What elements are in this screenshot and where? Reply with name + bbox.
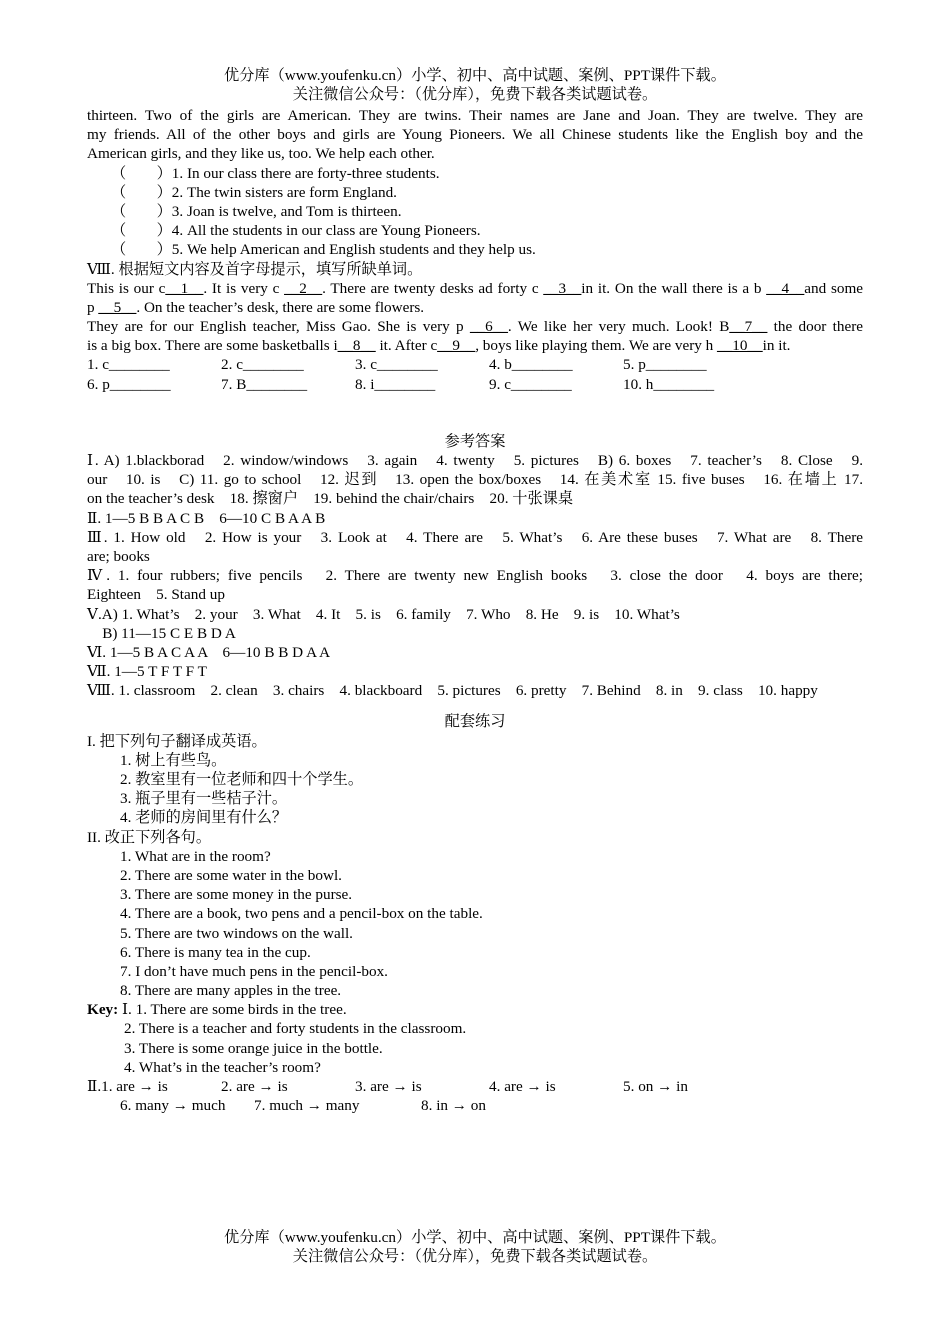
answer-line: Ⅶ. 1—5 T F T F T <box>87 663 207 681</box>
header-line-2: 关注微信公众号：（优分库），免费下载各类试题试卷。 <box>292 86 658 103</box>
key2-item: 2. are → is <box>221 1078 288 1095</box>
answer-line: Ⅳ. 1. four rubbers; five pencils 2. There are twenty new English books 3. close the door 4. boys are there; <box>87 567 863 585</box>
answer-blank: 3. c________ <box>355 356 438 374</box>
blank: __7__ <box>729 318 768 336</box>
footer-line-1: 优分库（www.youfenku.cn）小学、初中、高中试题、案例、PPT课件下载。 <box>224 1229 726 1246</box>
answer-line: Ⅱ. 1—5 B B A C B 6—10 C B A A B <box>87 509 326 527</box>
key2-item: 6. many → much <box>120 1097 226 1115</box>
practice-item: 2. 教室里有一位老师和四十个学生。 <box>120 771 363 788</box>
page-footer <box>0 1228 950 1266</box>
practice-title: 配套练习 <box>444 713 506 731</box>
key2-item: 7. much → many <box>254 1097 360 1115</box>
section-8-title: Ⅷ. 根据短文内容及首字母提示，填写所缺单词。 <box>87 260 423 278</box>
practice-item: 4. There are a book, two pens and a pencil-box on the table. <box>120 905 483 923</box>
page-header <box>0 66 950 104</box>
practice-section-1-title: I. 把下列句子翻译成英语。 <box>87 732 267 750</box>
answer-blank: 10. h________ <box>623 375 715 393</box>
blank: __2__ <box>284 279 323 297</box>
answer-line: our 10. is C) 11. go to school 12. 迟到 13. open the box/boxes 14. 在美术室 15. five buses 16. 在墙上 17. <box>87 471 863 489</box>
blank: __4__ <box>766 279 805 297</box>
answer-blank: 5. p________ <box>623 356 707 374</box>
answer-line: Ⅲ. 1. How old 2. How is your 3. Look at 4. There are 5. What’s 6. Are these buses 7. What are 8. There <box>87 528 863 546</box>
answer-blanks-row <box>87 375 863 394</box>
cloze-line: This is our c__1__. It is very c __2__. There are twenty desks ad forty c __3__in it. On the wall there is a b __4__and some <box>87 279 863 297</box>
footer-line-2: 关注微信公众号：（优分库），免费下载各类试题试卷。 <box>292 1248 658 1265</box>
key-line: Key: Ⅰ. 1. There are some birds in the tree. <box>87 1001 347 1019</box>
key2-item: 8. in → on <box>421 1097 486 1115</box>
passage-line: American girls, and they like us, too. We help each other. <box>87 145 435 163</box>
key2-item: 5. on → in <box>623 1078 688 1095</box>
practice-item: 1. What are in the room? <box>120 847 271 865</box>
practice-item: 7. I don’t have much pens in the pencil-box. <box>120 962 388 980</box>
answer-line: on the teacher’s desk 18. 擦窗户 19. behind the chair/chairs 20. 十张课桌 <box>87 490 574 508</box>
practice-item: 5. There are two windows on the wall. <box>120 924 353 942</box>
practice-item: 6. There is many tea in the cup. <box>120 943 311 961</box>
answers-title: 参考答案 <box>444 432 506 450</box>
passage-line: thirteen. Two of the girls are American. They are twins. Their names are Jane and Joan. They are twelve. They are <box>87 107 863 124</box>
blank: __1__ <box>165 279 204 297</box>
practice-section-2-title: II. 改正下列各句。 <box>87 828 212 846</box>
key-item: 3. There is some orange juice in the bottle. <box>124 1039 383 1057</box>
blank: __6__ <box>469 318 508 336</box>
key2-item: 3. are → is <box>355 1078 422 1095</box>
document-body <box>87 106 863 1115</box>
tf-item: （ ）4. All the students in our class are Young Pioneers. <box>111 222 481 240</box>
key-item: 2. There is a teacher and forty students in the classroom. <box>124 1020 467 1038</box>
practice-item: 3. 瓶子里有一些桔子汁。 <box>120 790 288 808</box>
tf-item: （ ）5. We help American and English students and they help us. <box>111 241 536 259</box>
key2-item: Ⅱ.1. are → is <box>87 1078 168 1095</box>
cloze-line: They are for our English teacher, Miss Gao. She is very p __6__. We like her very much. Look! B__7__ the door there <box>87 318 864 336</box>
practice-item: 4. 老师的房间里有什么？ <box>120 809 288 827</box>
answer-blanks-row <box>87 355 863 374</box>
answer-blank: 4. b________ <box>489 356 573 374</box>
blank: __8__ <box>337 337 376 355</box>
cloze-line: p __5__. On the teacher’s desk, there are some flowers. <box>87 298 425 316</box>
tf-item: （ ）2. The twin sisters are form England. <box>111 183 397 201</box>
blank: __9__ <box>437 337 476 355</box>
answer-line: are; books <box>87 547 150 565</box>
answer-line: Ⅰ. A) 1.blackborad 2. window/windows 3. again 4. twenty 5. pictures B) 6. boxes 7. teacher’s 8. Close 9. <box>87 452 863 469</box>
answer-blank: 8. i________ <box>355 375 436 393</box>
cloze-line: is a big box. There are some basketballs i__8__ it. After c__9__, boys like playing them. We are very h __10__in it. <box>87 337 791 355</box>
answer-blank: 7. B________ <box>221 375 308 393</box>
tf-item: （ ）1. In our class there are forty-three students. <box>111 164 440 182</box>
key2-row <box>87 1096 863 1115</box>
practice-item: 1. 树上有些鸟。 <box>120 751 227 769</box>
tf-item: （ ）3. Joan is twelve, and Tom is thirteen. <box>111 202 402 220</box>
passage-line: my friends. All of the other boys and girls are Young Pioneers. We all Chinese students like the English boy and the <box>87 126 863 144</box>
practice-item: 2. There are some water in the bowl. <box>120 866 342 884</box>
blank: __3__ <box>543 279 582 297</box>
answer-line: Ⅵ. 1—5 B A C A A 6—10 B B D A A <box>87 643 331 661</box>
answer-line: Ⅴ.A) 1. What’s 2. your 3. What 4. It 5. is 6. family 7. Who 8. He 9. is 10. What’s <box>87 605 680 623</box>
practice-item: 8. There are many apples in the tree. <box>120 982 342 1000</box>
answer-blank: 1. c________ <box>87 356 170 374</box>
blank: __5__ <box>98 298 137 316</box>
answer-blank: 9. c________ <box>489 375 572 393</box>
key-label: Key: <box>87 1001 119 1019</box>
answer-line: Eighteen 5. Stand up <box>87 586 225 604</box>
answer-line: Ⅷ. 1. classroom 2. clean 3. chairs 4. blackboard 5. pictures 6. pretty 7. Behind 8. in 9. class 10. happy <box>87 682 818 700</box>
key2-item: 4. are → is <box>489 1078 556 1095</box>
answer-blank: 6. p________ <box>87 375 171 393</box>
key2-row <box>87 1077 863 1096</box>
practice-item: 3. There are some money in the purse. <box>120 886 353 904</box>
answer-line: B) 11—15 C E B D A <box>87 624 236 642</box>
key-item: 4. What’s in the teacher’s room? <box>124 1058 321 1076</box>
header-line-1: 优分库（www.youfenku.cn）小学、初中、高中试题、案例、PPT课件下载。 <box>224 67 726 84</box>
answer-blank: 2. c________ <box>221 356 304 374</box>
blank: __10__ <box>717 337 763 355</box>
